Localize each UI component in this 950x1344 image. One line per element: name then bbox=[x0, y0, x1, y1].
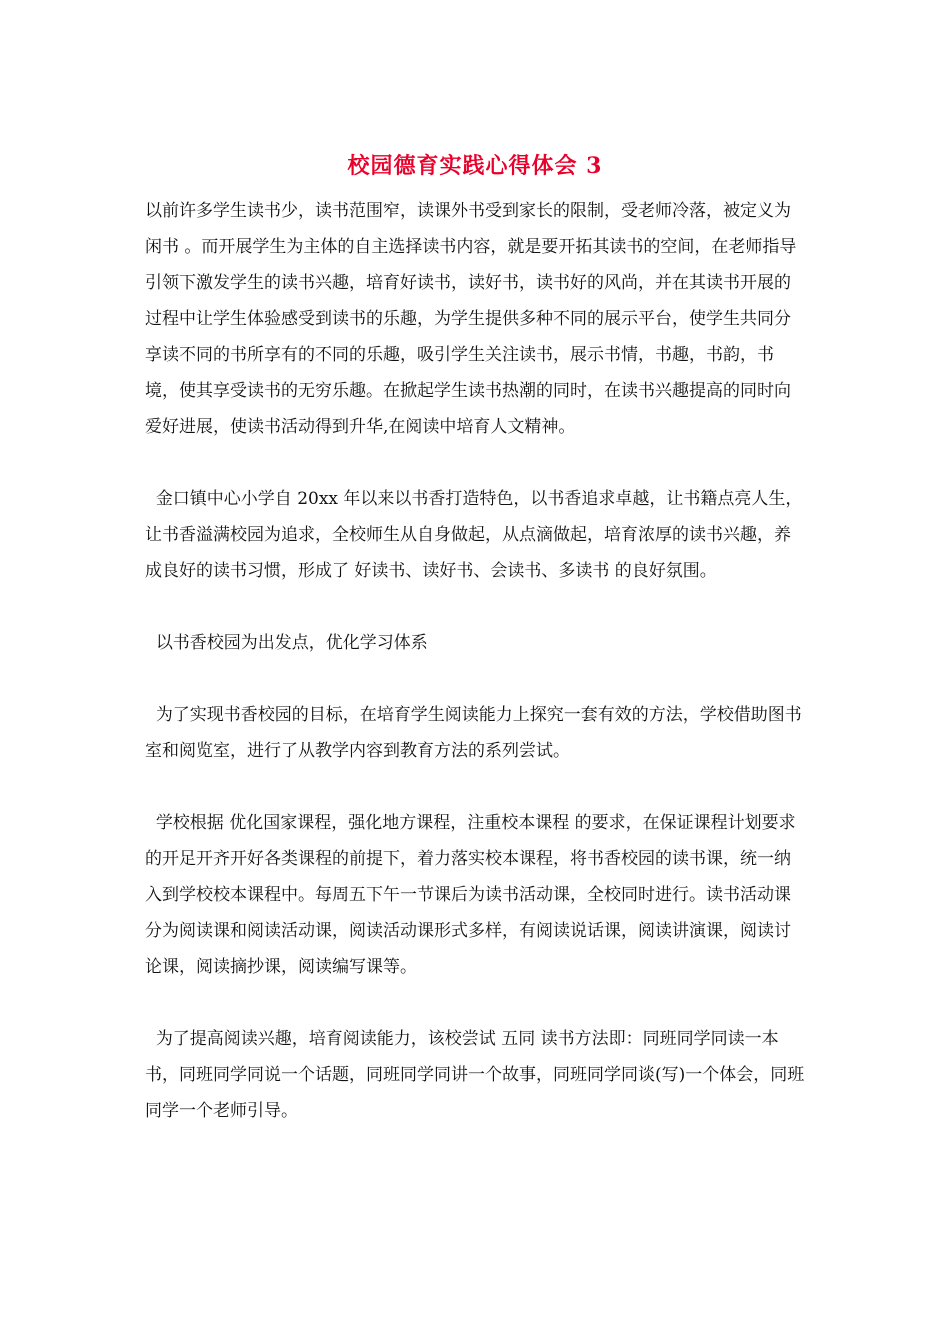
paragraph-gap bbox=[145, 985, 807, 1021]
document-body bbox=[145, 193, 807, 1129]
paragraph-curriculum: 学校根据 优化国家课程，强化地方课程，注重校本课程 的要求，在保证课程计划要求的开足开齐开好各类课程的前提下，着力落实校本课程，将书香校园的读书课，统一纳入到学校校本课程中。每周五下午一节课后为读书活动课，全校同时进行。读书活动课分为阅读课和阅读活动课，阅读活动课形式多样，有阅读说话课，阅读讲演课，阅读讨论课，阅读摘抄课，阅读编写课等。 bbox=[145, 813, 796, 977]
paragraph-gap bbox=[145, 445, 807, 481]
paragraph-gap bbox=[145, 661, 807, 697]
paragraph-methods: 为了实现书香校园的目标，在培育学生阅读能力上探究一套有效的方法，学校借助图书室和阅览室，进行了从教学内容到教育方法的系列尝试。 bbox=[145, 705, 802, 761]
paragraph-five-same: 为了提高阅读兴趣，培育阅读能力，该校尝试 五同 读书方法即：同班同学同读一本书，同班同学同说一个话题，同班同学同讲一个故事，同班同学同谈(写)一个体会，同班同学一个老师引导。 bbox=[145, 1029, 805, 1121]
paragraph-gap bbox=[145, 769, 807, 805]
paragraph-gap bbox=[145, 589, 807, 625]
document-title: 校园德育实践心得体会 3 bbox=[347, 153, 603, 179]
section-heading: 以书香校园为出发点，优化学习体系 bbox=[145, 633, 428, 653]
paragraph-school-intro: 金口镇中心小学自 20xx 年以来以书香打造特色，以书香追求卓越，让书籍点亮人生，让书香溢满校园为追求，全校师生从自身做起，从点滴做起，培育浓厚的读书兴趣，养成良好的读书习惯，形成了 好读书、读好书、会读书、多读书 的良好氛围。 bbox=[145, 489, 803, 581]
paragraph-reading-background: 以前许多学生读书少，读书范围窄，读课外书受到家长的限制，受老师冷落，被定义为 闲书 。而开展学生为主体的自主选择读书内容，就是要开拓其读书的空间，在老师指导引领下激发学生的读书兴趣，培育好读书，读好书，读书好的风尚，并在其读书开展的过程中让学生体验感受到读书的乐趣，为学生提供多种不同的展示平台，使学生共同分享读不同的书所享有的不同的乐趣，吸引学生关注读书，展示书情，书趣，书韵，书境，使其享受读书的无穷乐趣。在掀起学生读书热潮的同时，在读书兴趣提高的同时向爱好进展，使读书活动得到升华,在阅读中培育人文精神。 bbox=[145, 201, 797, 437]
